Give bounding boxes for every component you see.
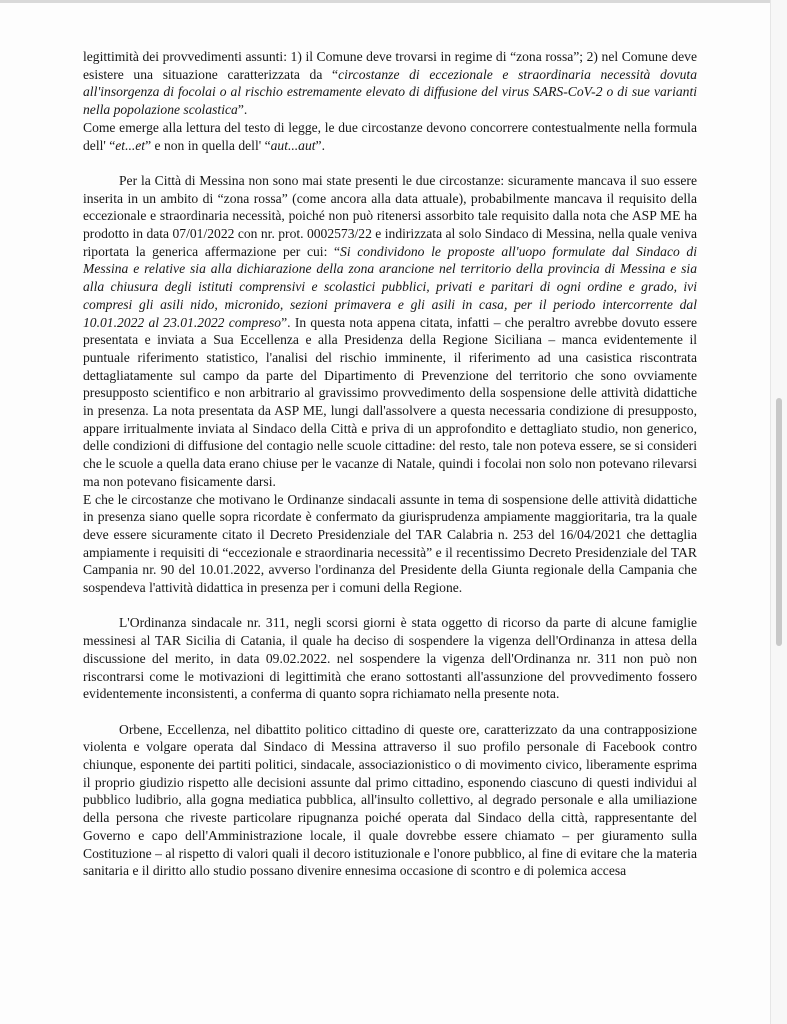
text-span: Per la Città di Messina non sono mai state presenti le due circostanze: sicuramente mancava il suo essere inserita in un ambito di “zona rossa” (come ancora alla data attuale), probabilmente mancava il requisito della eccezionale e straordinaria necessità, poiché non può ritenersi assorbito tale requisito dalla nota che ASP ME ha prodotto in data 07/01/2022 con nr. prot. 0002573/22 e indirizzata al solo Sindaco di Messina, nella quale veniva riportata la generica affermazione per cui: “	[83, 172, 697, 259]
paragraph-political-debate: Orbene, Eccellenza, nel dibattito politico cittadino di queste ore, caratterizzato da una contrapposizione violenta e volgare operata dal Sindaco di Messina attraverso il suo profilo personale di Facebook contro chiunque, esponente dei partiti politici, sindacale, associazionistico o di movimento civico, liberamente esprima il proprio giudizio rispetto alle decisioni assunte dal primo cittadino, esponendo ciascuno di questi individui al pubblico ludibrio, alla gogna mediatica pubblica, all'insulto collettivo, al degrado personale e alla umiliazione della persona che riveste particolare ripugnanza poiché operata dal Sindaco della città, rappresentante del Governo e capo dell'Amministrazione locale, il quale dovrebbe essere chiamato – per giuramento sulla Costituzione – al rispetto di valori quali il decoro istituzionale e l'onore pubblico, al fine di evitare che la materia sanitaria e il diritto allo studio possano divenire ennesima occasione di scontro e di polemica accesa	[83, 721, 697, 879]
text-span: ” e non in quella dell' “	[145, 137, 271, 153]
text-span: Come emerge alla lettura del testo di legge, le due circostanze devono concorrere contestualmente nella formula dell' “	[83, 119, 697, 153]
scrollbar-thumb[interactable]	[776, 398, 782, 646]
paragraph-spacer	[83, 154, 697, 172]
italic-term: et...et	[115, 137, 146, 153]
italic-quote: Si condividono le proposte all'uopo formulate dal Sindaco di Messina e relative sia alla dichiarazione della zona arancione nel territorio della provincia di Messina e sia alla chiusura degli istituti comprensivi e scolastici pubblici, privati e paritari di ogni ordine e grado, ivi compresi gli asili nido, micronido, sezioni primavera e gli asili in casa, per il periodo intercorrente dal 10.01.2022 al 23.01.2022 compreso	[83, 243, 697, 330]
paragraph-ordinance-311: L'Ordinanza sindacale nr. 311, negli scorsi giorni è stata oggetto di ricorso da parte di alcune famiglie messinesi al TAR Sicilia di Catania, il quale ha deciso di sospendere la vigenza dell'Ordinanza in attesa della discussione del merito, in data 09.02.2022. nel sospendere la vigenza dell'Ordinanza nr. 311 non può non riscontrarsi come le motivazioni di legittimità che erano sottostanti all'assunzione del provvedimento fossero evidentemente inconsistenti, a conferma di quanto sopra richiamato nella presente nota.	[83, 615, 697, 702]
vertical-scrollbar[interactable]	[770, 0, 787, 1024]
text-span: ”. In questa nota appena citata, infatti – che peraltro avrebbe dovuto essere presentata e inviata a Sua Eccellenza e alla Presidenza della Regione Siciliana – manca evidentemente il puntuale riferimento statistico, l'analisi del rischio imminente, il riferimento ad una casistica riscontrata dettagliatamente sul campo da parte del Dipartimento di Prevenzione del territorio che sono ovviamente presupposto scientifico e non arbitrario al gravissimo provvedimento della sospensione delle attività didattiche in presenza. La nota presentata da ASP ME, lungi dall'assolvere a questa necessaria condizione di presupposto, appare irritualmente inviata al Sindaco della Città e priva di un approfondito e dettagliato studio, non generico, delle condizioni di diffusione del contagio nelle scuole cittadine: del resto, tale non poteva essere, se si consideri che le scuole a quella data erano chiuse per le vacanze di Natale, quindi i focolai non solo non potevano rilevarsi ma non potevano fisicamente darsi.	[83, 314, 698, 489]
document-page	[0, 3, 771, 1024]
paragraph-et-et	[83, 119, 697, 154]
paragraph-legitimacy-conditions	[83, 48, 697, 119]
paragraph-spacer	[83, 703, 697, 721]
paragraph-messina-circumstances	[83, 172, 697, 491]
document-body	[83, 3, 697, 880]
italic-quote: circostanze di eccezionale e straordinaria necessità dovuta all'insorgenza di focolai o al rischio estremamente elevato di diffusione del virus SARS-CoV-2 o di sue varianti nella popolazione scolastica	[83, 66, 697, 118]
paragraph-spacer	[83, 597, 697, 615]
text-span: legittimità dei provvedimenti assunti: 1) il Comune deve trovarsi in regime di “zona rossa”; 2) nel Comune deve esistere una situazione caratterizzata da “	[83, 49, 697, 82]
italic-term: aut...aut	[270, 137, 316, 153]
paragraph-jurisprudence: E che le circostanze che motivano le Ordinanze sindacali assunte in tema di sospensione delle attività didattiche in presenza siano quelle sopra ricordate è confermato da giurisprudenza ampiamente maggioritaria, tra la quale deve essere sicuramente citato il Decreto Presidenziale del TAR Calabria n. 253 del 16/04/2021 che dettaglia ampiamente i requisiti di “eccezionale e straordinaria necessità” e il recentissimo Decreto Presidenziale del TAR Campania nr. 90 del 10.01.2022, avverso l'ordinanza del Presidente della Giunta regionale della Campania che sospendeva l'attività didattica in presenza per i comuni della Regione.	[83, 491, 697, 596]
text-span: ”.	[237, 102, 248, 118]
text-span: ”.	[315, 137, 325, 153]
